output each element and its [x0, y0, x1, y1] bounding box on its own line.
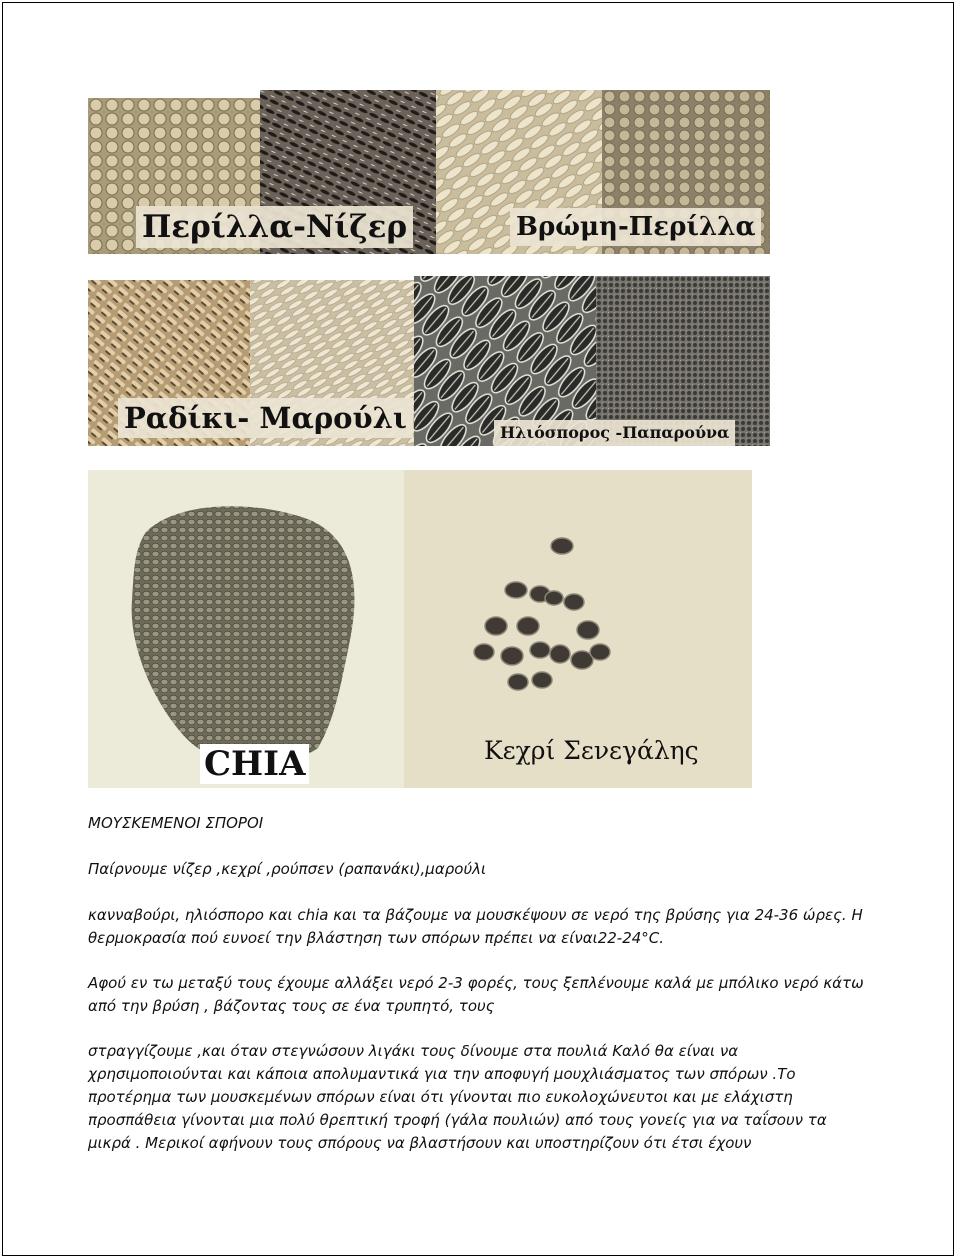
paragraph-2-line-2: θερμοκρασία πού ευνοεί την βλάστηση των σπόρων πρέπει να είναι22-24°C. [88, 929, 665, 947]
caption-senegal-millet: Κεχρί Σενεγάλης [484, 736, 699, 765]
paragraph-1-line-1: Παίρνουμε νίζερ ,κεχρί ,ρούπσεν (ραπανάκι),μαρούλι [88, 860, 487, 878]
paragraph-3-line-1: Αφού εν τω μεταξύ τους έχουμε αλλάξει νερό 2-3 φορές, τους ξεπλένουμε καλά με μπόλικο νερό κάτω [88, 974, 864, 992]
caption-chia: CHIA [200, 744, 309, 784]
paragraph-2-line-1: κανναβούρι, ηλιόσπορο και chia και τα βάζουμε να μουσκέψουν σε νερό της βρύσης για 24-36 ώρες. Η [88, 906, 863, 924]
caption-chicory-lettuce: Ραδίκι- Μαρούλι [118, 398, 413, 438]
paragraph-4-line-5: μικρά . Μερικοί αφήνουν τους σπόρους να βλαστήσουν και υποστηρίζουν ότι έτσι έχουν [88, 1134, 752, 1152]
paragraph-4-line-4: προσπάθεια γίνονται μια πολύ θρεπτική τροφή (γάλα πουλιών) από τους γονείς για να ταΐσουν τα [88, 1111, 827, 1129]
paragraph-4 [88, 1040, 878, 1155]
caption-sunflower-poppy: Ηλιόσπορος -Παπαρούνα [494, 420, 735, 446]
chia-seeds-photo [88, 470, 404, 788]
caption-oat-perilla: Βρώμη-Περίλλα [510, 208, 761, 246]
paragraph-4-line-2: χρησιμοποιούνται και κάποια απολυμαντικά για την αποφυγή μουχλιάσματος των σπόρων .Το [88, 1065, 796, 1083]
paragraph-2 [88, 904, 878, 950]
paragraph-3-line-2: από την βρύση , βάζοντας τους σε ένα τρυπητό, τους [88, 997, 495, 1015]
paragraph-3 [88, 972, 878, 1018]
section-title: ΜΟΥΣΚΕΜΕΝΟΙ ΣΠΟΡΟΙ [88, 814, 264, 832]
paragraph-4-line-3: προτέρημα των μουσκεμένων σπόρων είναι ότι γίνονται πιο ευκολοχώνευτοι και με ελάχιστη [88, 1088, 793, 1106]
paragraph-1 [88, 858, 878, 881]
article-text [88, 812, 878, 835]
paragraph-4-line-1: στραγγίζουμε ,και όταν στεγνώσουν λιγάκι τους δίνουμε στα πουλιά Καλό θα είναι να [88, 1042, 739, 1060]
caption-perilla-niger: Περίλλα-Νίζερ [136, 206, 413, 248]
